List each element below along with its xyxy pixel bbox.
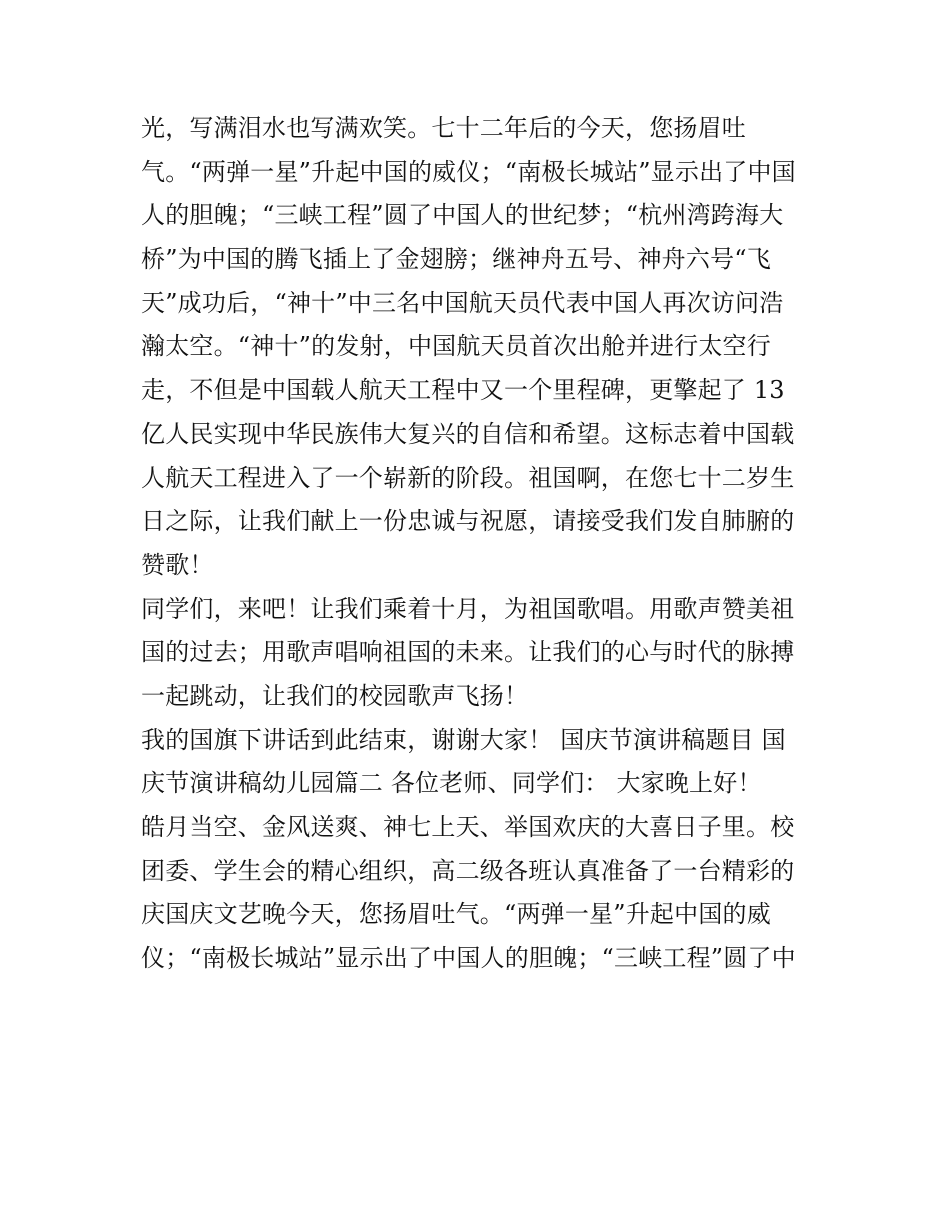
text-line: 桥”为中国的腾飞插上了金翅膀；继神舟五号、神舟六号“飞 xyxy=(141,245,771,274)
text-line: 我的国旗下讲话到此结束，谢谢大家！ 国庆节演讲稿题目 国 xyxy=(141,725,786,754)
text-line: 亿人民实现中华民族伟大复兴的自信和希望。这标志着中国载 xyxy=(141,419,795,448)
text-line: 天”成功后，“神十”中三名中国航天员代表中国人再次访问浩 xyxy=(141,288,784,317)
text-line: 走，不但是中国载人航天工程中又一个里程碑，更擎起了 13 xyxy=(141,376,785,405)
text-line: 同学们，来吧！让我们乘着十月，为祖国歌唱。用歌声赞美祖 xyxy=(141,594,795,623)
body-text xyxy=(141,107,821,981)
text-line: 日之际，让我们献上一份忠诚与祝愿，请接受我们发自肺腑的 xyxy=(141,507,795,536)
text-line: 团委、学生会的精心组织，高二级各班认真准备了一台精彩的 xyxy=(141,856,795,885)
text-line: 庆国庆文艺晚今天，您扬眉吐气。“两弹一星”升起中国的威 xyxy=(141,900,771,929)
text-line: 瀚太空。“神十”的发射，中国航天员首次出舱并进行太空行 xyxy=(141,332,771,361)
text-line: 光，写满泪水也写满欢笑。七十二年后的今天，您扬眉吐 xyxy=(141,114,746,142)
text-line: 一起跳动，让我们的校园歌声飞扬！ xyxy=(141,681,529,710)
text-line: 庆节演讲稿幼儿园篇二 各位老师、同学们： 大家晚上好！ xyxy=(141,769,762,798)
text-line: 国的过去；用歌声唱响祖国的未来。让我们的心与时代的脉搏 xyxy=(141,638,795,667)
text-line: 赞歌！ xyxy=(141,550,214,579)
text-line: 皓月当空、金风送爽、神七上天、举国欢庆的大喜日子里。校 xyxy=(141,813,795,841)
text-line: 气。“两弹一星”升起中国的威仪；“南极长城站”显示出了中国 xyxy=(141,157,796,186)
text-line: 仪；“南极长城站”显示出了中国人的胆魄；“三峡工程”圆了中 xyxy=(141,944,796,973)
text-line: 人的胆魄；“三峡工程”圆了中国人的世纪梦；“杭州湾跨海大 xyxy=(141,201,784,230)
text-line: 人航天工程进入了一个崭新的阶段。祖国啊，在您七十二岁生 xyxy=(141,463,795,492)
